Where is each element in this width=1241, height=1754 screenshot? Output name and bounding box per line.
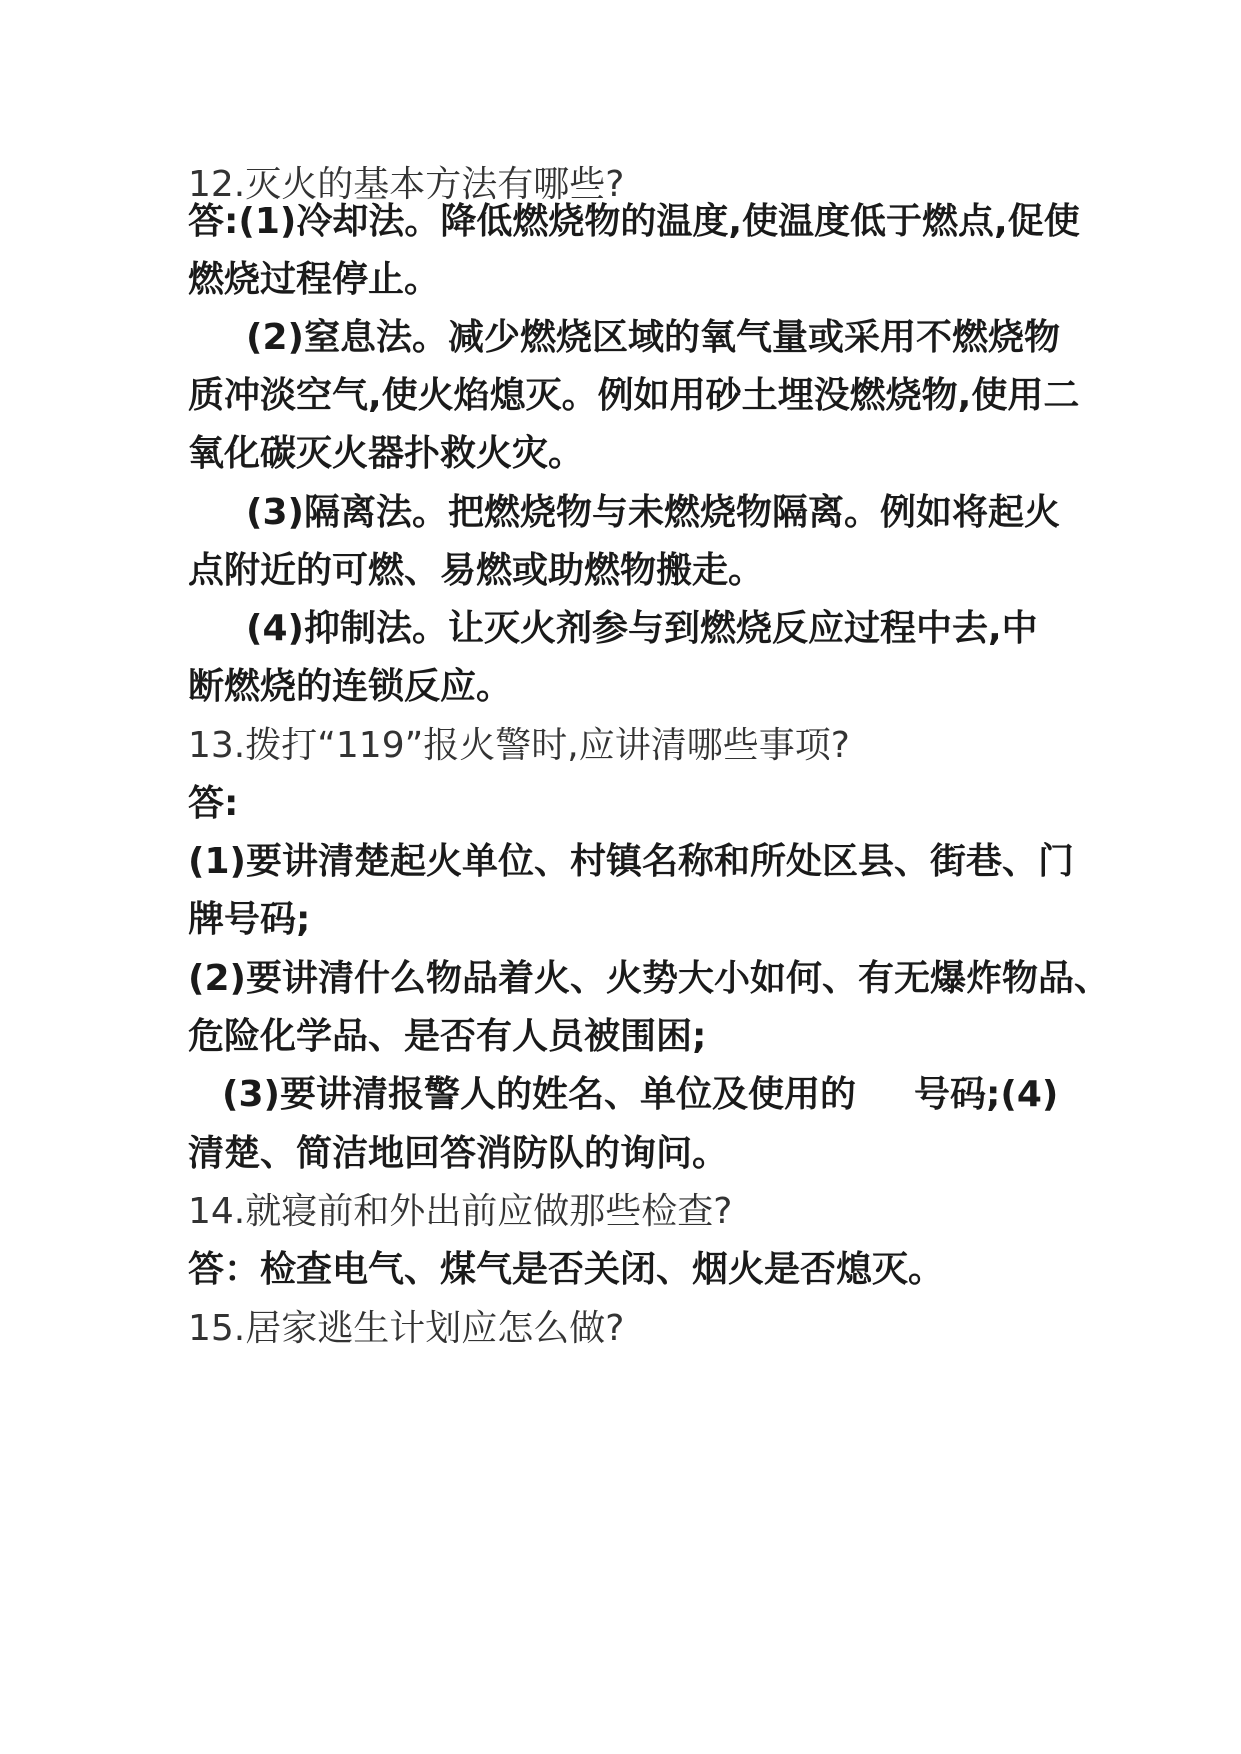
answer-14: 答：检查电气、煤气是否关闭、烟火是否熄灭。 (188, 1249, 945, 1290)
question-13: 13.拨打“119”报火警时,应讲清哪些事项? (188, 725, 850, 766)
answer-12-line-1: 答:(1)冷却法。降低燃烧物的温度,使温度低于燃点,促使 (188, 201, 1080, 242)
answer-12-line-5: 氧化碳灭火器扑救火灾。 (188, 433, 585, 474)
answer-13-line-5 (222, 1071, 1058, 1119)
answer-12-line-2: 燃烧过程停止。 (188, 259, 441, 300)
answer-12-line-4: 质冲淡空气,使火焰熄灭。例如用砂土埋没燃烧物,使用二 (188, 375, 1080, 416)
answer-12-line-6: (3)隔离法。把燃烧物与未燃烧物隔离。例如将起火 (246, 492, 1060, 533)
question-14: 14.就寝前和外出前应做那些检查? (188, 1191, 733, 1232)
answer-12-line-9: 断燃烧的连锁反应。 (188, 666, 513, 707)
answer-13-line-2: 牌号码; (188, 899, 311, 940)
answer-13-line-4: 危险化学品、是否有人员被围困; (188, 1016, 707, 1057)
question-15: 15.居家逃生计划应怎么做? (188, 1308, 625, 1349)
answer-13-line-3: (2)要讲清什么物品着火、火势大小如何、有无爆炸物品、 (188, 958, 1110, 999)
question-12: 12.灭火的基本方法有哪些? (188, 164, 625, 205)
answer-13-line-1: (1)要讲清楚起火单位、村镇名称和所处区县、街巷、门 (188, 841, 1074, 882)
answer-13-line-5-part-2: 号码;(4) (913, 1074, 1059, 1115)
answer-13-line-6: 清楚、简洁地回答消防队的询问。 (188, 1133, 729, 1174)
answer-13-line-5-part-1: (3)要讲清报警人的姓名、单位及使用的 (222, 1074, 856, 1115)
answer-13-label: 答: (188, 783, 239, 824)
answer-12-line-8: (4)抑制法。让灭火剂参与到燃烧反应过程中去,中 (246, 608, 1038, 649)
answer-12-line-3: (2)窒息法。减少燃烧区域的氧气量或采用不燃烧物 (246, 317, 1060, 358)
answer-12-line-7: 点附近的可燃、易燃或助燃物搬走。 (188, 550, 765, 591)
